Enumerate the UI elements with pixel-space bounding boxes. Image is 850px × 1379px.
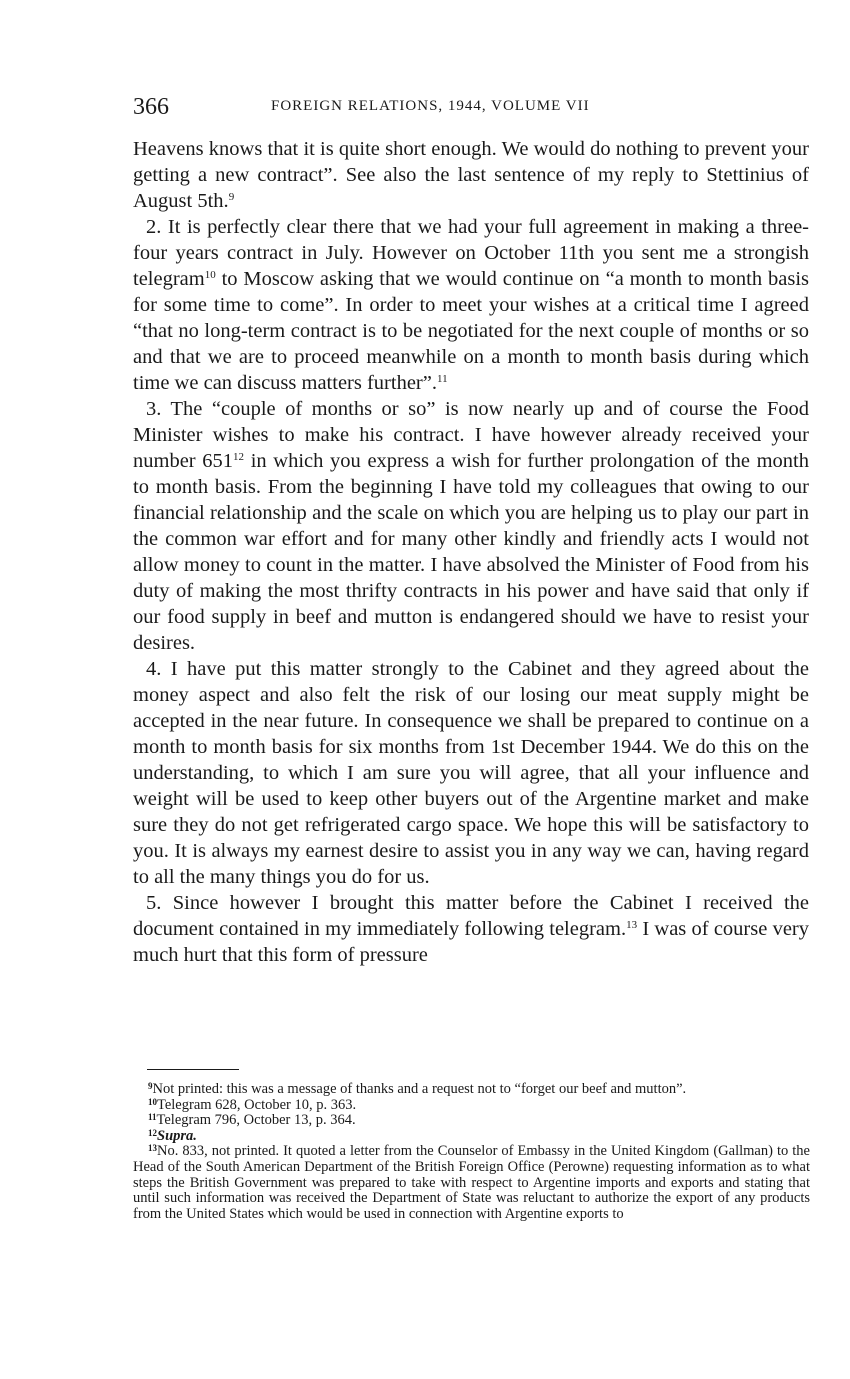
footnote-ref-12: 12: [233, 451, 245, 463]
footnote-10-mark: 10: [148, 1096, 157, 1107]
page-number: 366: [133, 94, 169, 120]
paragraph-3: [133, 396, 809, 656]
paragraph-5-text-a: 5. Since however I brought this matter before the Cabinet I received the document contained in my immediately following telegram.: [133, 892, 809, 940]
footnote-divider: [147, 1069, 239, 1070]
footnote-ref-13: 13: [626, 919, 638, 931]
paragraph-2-text-a: 2. It is perfectly clear there that we had your full agreement in making a three-four years contract in July. However on October 11th you sent me a strongish telegram: [133, 216, 809, 290]
footnote-10-text: Telegram 628, October 10, p. 363.: [157, 1096, 357, 1113]
paragraph-5-text-b: I was of course very much hurt that this form of pressure: [133, 918, 809, 966]
footnote-13-mark: 13: [148, 1143, 157, 1154]
paragraph-4-text: 4. I have put this matter strongly to the Cabinet and they agreed about the money aspect and also felt the risk of our losing our meat supply might be accepted in the near future. In consequence we shall be prepared to continue on a month to month basis for six months from 1st December 1944. We do this on the understanding, to which I am sure you will agree, that all your influence and weight will be used to keep other buyers out of the Argentine market and make sure they do not get refrigerated cargo space. We hope this will be satisfactory to you. It is always my earnest desire to assist you in any way we can, having regard to all the many things you do for us.: [133, 658, 809, 888]
footnote-ref-9: 9: [228, 191, 235, 203]
running-head: FOREIGN RELATIONS, 1944, VOLUME VII: [271, 98, 590, 114]
paragraph-3-text-a: 3. The “couple of months or so” is now nearly up and of course the Food Minister wishes to make his contract. I have however already received your number 651: [133, 398, 809, 472]
paragraph-2: [133, 214, 809, 396]
footnote-10: [133, 1098, 810, 1114]
footnote-13-text: No. 833, not printed. It quoted a letter from the Counselor of Embassy in the United Kingdom (Gallman) to the Head of the South American Department of the British Foreign Office (Perowne) requesting information as to what steps the British Government was prepared to take with respect to Argentine imports and exports and stating that until such information was received the Department of State was reluctant to authorize the export of any products from the United States which would be used in connection with Argentine exports to: [133, 1143, 810, 1222]
footnote-13: [133, 1144, 810, 1222]
footnote-11-text: Telegram 796, October 13, p. 364.: [156, 1112, 356, 1129]
paragraph-3-text-b: in which you express a wish for further prolongation of the month to month basis. From the beginning I have told my colleagues that owing to our financial relationship and the scale on which you are helping us to play our part in the common war effort and for many other kindly and friendly acts I would not allow money to count in the matter. I have absolved the Minister of Food from his duty of making the most thrifty contracts in his power and have said that only if our food supply in beef and mutton is endangered should we have to resist your desires.: [133, 450, 809, 654]
footnote-12: [133, 1129, 810, 1145]
footnote-ref-11: 11: [436, 373, 448, 385]
footnote-ref-10: 10: [204, 269, 216, 281]
footnote-12-text: Supra.: [157, 1127, 197, 1144]
footnotes: [133, 1082, 810, 1222]
body-text: [133, 136, 809, 968]
paragraph-1: [133, 136, 809, 214]
page-header: [133, 94, 813, 124]
footnote-12-mark: 12: [148, 1127, 157, 1138]
footnote-11: [133, 1113, 810, 1129]
footnote-11-mark: 11: [148, 1112, 157, 1123]
paragraph-2-text-b: to Moscow asking that we would continue on “a month to month basis for some time to come”. In order to meet your wishes at a critical time I agreed “that no long-term contract is to be negotiated for the next couple of months or so and that we are to proceed meanwhile on a month to month basis during which time we can discuss matters further”.: [133, 268, 809, 394]
paragraph-4: [133, 656, 809, 890]
footnote-9-text: Not printed: this was a message of thanks and a request not to “forget our beef and mutton”.: [152, 1081, 687, 1097]
paragraph-5: [133, 890, 809, 968]
paragraph-1-text: Heavens knows that it is quite short enough. We would do nothing to prevent your getting a new contract”. See also the last sentence of my reply to Stettinius of August 5th.: [133, 138, 809, 212]
footnote-9-mark: 9: [148, 1081, 153, 1091]
footnote-9: [133, 1082, 810, 1098]
